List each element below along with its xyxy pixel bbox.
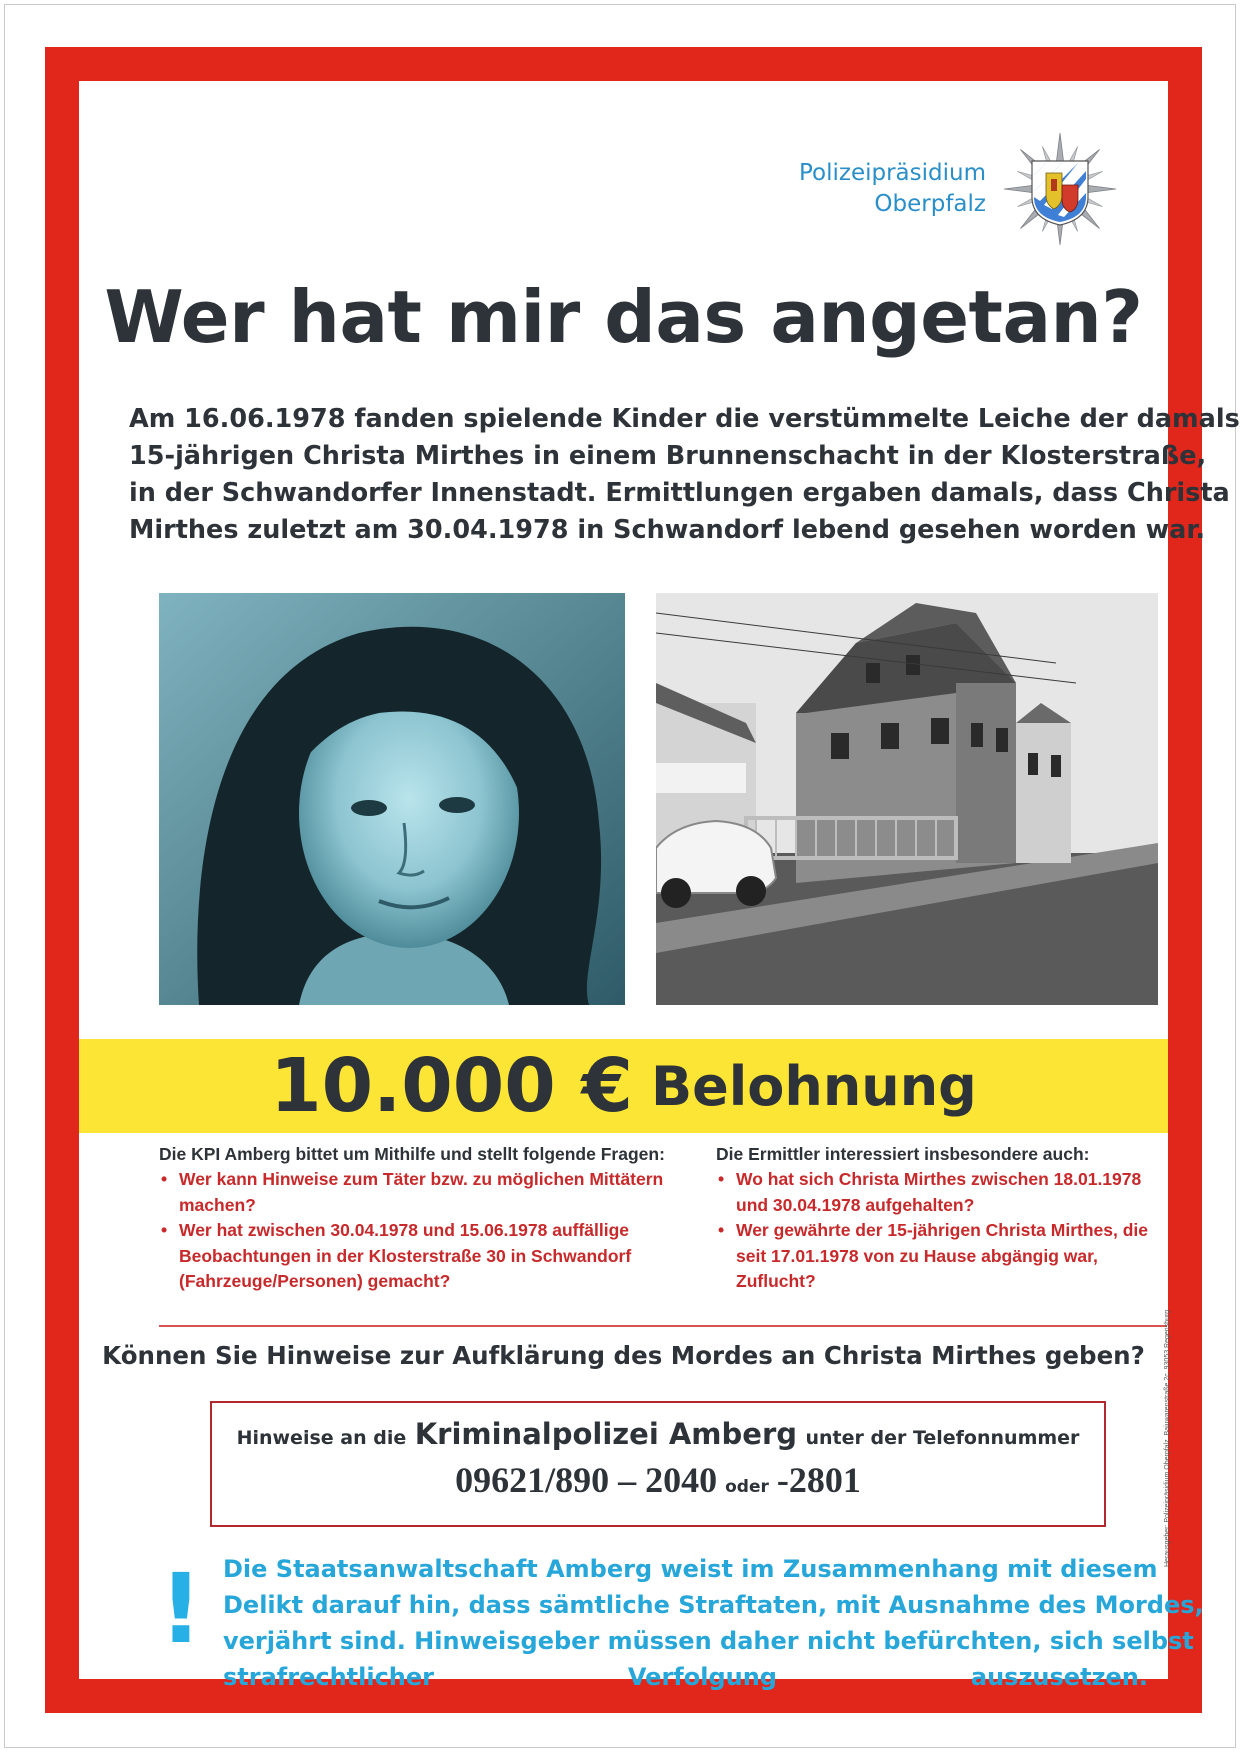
- section-divider: [159, 1325, 1167, 1327]
- victim-portrait-photo: [159, 593, 625, 1005]
- questions-left-intro: Die KPI Amberg bittet um Mithilfe und stellt folgende Fragen:: [159, 1144, 665, 1164]
- notice-text: [223, 1551, 1204, 1695]
- police-star-icon: [1002, 131, 1118, 247]
- intro-line: in der Schwandorfer Innenstadt. Ermittlungen ergaben damals, dass Christa: [129, 478, 1230, 508]
- page-headline: Wer hat mir das angetan?: [104, 275, 1143, 359]
- red-frame: [45, 47, 1240, 1713]
- imprint-text: [1164, 1309, 1240, 1567]
- phone-alt[interactable]: -2801: [776, 1460, 861, 1500]
- notice-line: Delikt darauf hin, dass sämtliche Straftaten, mit Ausnahme des Mordes,: [223, 1591, 1204, 1619]
- intro-line: Mirthes zuletzt am 30.04.1978 in Schwandorf lebend gesehen worden war.: [129, 515, 1206, 545]
- notice-line: strafrechtlicher Verfolgung auszusetzen.: [223, 1663, 1148, 1691]
- phone-line: [212, 1459, 1104, 1501]
- question-item: • Wer gewährte der 15-jährigen Christa Mirthes, die seit 17.01.1978 von zu Hause abgängig war, Zuflucht?: [716, 1218, 1166, 1295]
- question-item: • Wer hat zwischen 30.04.1978 und 15.06.1978 auffällige Beobachtungen in der Klosterstraße 30 in Schwandorf (Fahrzeuge/Personen) gemacht?: [159, 1218, 699, 1295]
- questions-right-list: [716, 1167, 1166, 1295]
- phone-oder: oder: [725, 1477, 769, 1497]
- contact-agency: Kriminalpolizei Amberg: [414, 1417, 798, 1451]
- exclamation-icon: !: [159, 1553, 203, 1665]
- police-logo-block: [799, 131, 1118, 247]
- notice-line: verjährt sind. Hinweisgeber müssen daher nicht befürchten, sich selbst: [223, 1627, 1194, 1655]
- contact-prefix: Hinweise an die: [236, 1427, 407, 1449]
- reward-banner: [79, 1039, 1168, 1133]
- reward-label: Belohnung: [650, 1054, 977, 1118]
- intro-line: Am 16.06.1978 fanden spielende Kinder die verstümmelte Leiche der damals: [129, 404, 1240, 434]
- questions-right-column: [716, 1141, 1166, 1295]
- poster-sheet: [4, 4, 1240, 1748]
- crime-scene-image: [656, 593, 1158, 1005]
- police-org-line1: Polizeipräsidium: [798, 160, 986, 186]
- question-item: • Wer kann Hinweise zum Täter bzw. zu möglichen Mittätern machen?: [159, 1167, 699, 1218]
- notice-line: Die Staatsanwaltschaft Amberg weist im Zusammenhang mit diesem: [223, 1555, 1158, 1583]
- intro-line: 15-jährigen Christa Mirthes in einem Brunnenschacht in der Klosterstraße,: [129, 441, 1207, 471]
- victim-portrait-image: [159, 593, 625, 1005]
- imprint-line: Herausgeber: Polizeipräsidium Oberpfalz, Bajuwarenstraße 2c, 93053 Regensburg: [1164, 1309, 1171, 1567]
- contact-line: [212, 1417, 1104, 1451]
- police-org-name: [799, 158, 986, 220]
- contact-suffix: unter der Telefonnummer: [805, 1427, 1080, 1449]
- question-item: • Wo hat sich Christa Mirthes zwischen 18.01.1978 und 30.04.1978 aufgehalten?: [716, 1167, 1166, 1218]
- intro-paragraph: [129, 401, 1240, 549]
- reward-amount: 10.000 €: [270, 1043, 633, 1129]
- contact-box: [210, 1401, 1106, 1527]
- phone-main[interactable]: 09621/890 – 2040: [455, 1460, 718, 1500]
- police-org-line2: Oberpfalz: [874, 191, 986, 217]
- prosecutor-notice: [159, 1551, 1204, 1701]
- crime-scene-photo: [656, 593, 1158, 1005]
- questions-right-intro: Die Ermittler interessiert insbesondere auch:: [716, 1144, 1090, 1164]
- questions-left-column: [159, 1141, 699, 1295]
- appeal-question: Können Sie Hinweise zur Aufklärung des Mordes an Christa Mirthes geben?: [102, 1341, 1145, 1370]
- questions-left-list: [159, 1167, 699, 1295]
